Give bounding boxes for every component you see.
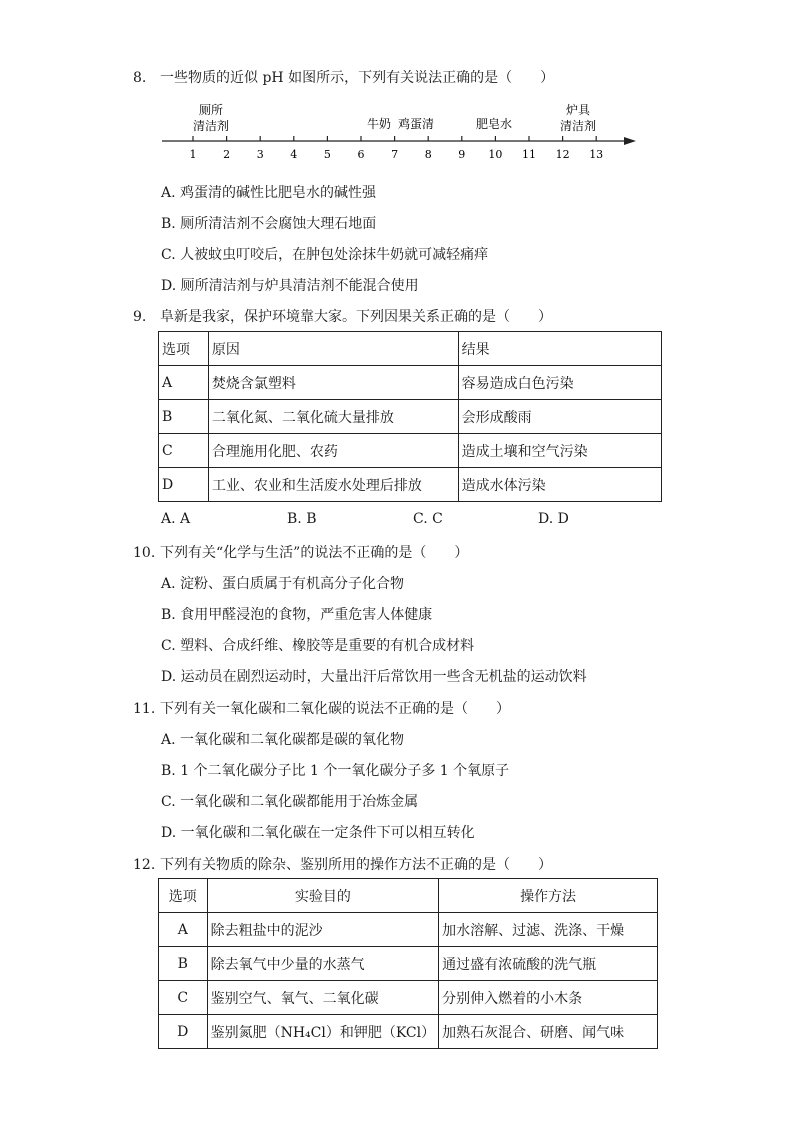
- table-cell: B: [159, 947, 208, 981]
- table-header-cell: 结果: [458, 332, 661, 366]
- question-8-stem: [133, 67, 554, 87]
- ph-tick-label: 12: [555, 148, 570, 161]
- table-row: [159, 1015, 658, 1049]
- table-cell: 加水溶解、过滤、洗涤、干燥: [439, 913, 658, 947]
- table-cell: 二氧化氮、二氧化硫大量排放: [208, 400, 458, 434]
- q10-option-b[interactable]: B. 食用甲醛浸泡的食物，严重危害人体健康: [161, 607, 433, 623]
- table-cell: 鉴别氮肥（NH₄Cl）和钾肥（KCl）: [207, 1015, 439, 1049]
- table-cell: B: [159, 400, 209, 434]
- ph-tick-label: 9: [458, 148, 466, 161]
- ph-tick-label: 7: [391, 148, 399, 161]
- question-text: 下列有关一氧化碳和二氧化碳的说法不正确的是（ ）: [160, 701, 510, 717]
- q8-option-c[interactable]: C. 人被蚊虫叮咬后，在肿包处涂抹牛奶就可减轻痛痒: [161, 247, 489, 263]
- question-text: 阜新是我家，保护环境靠大家。下列因果关系正确的是（ ）: [160, 309, 552, 325]
- table-cell: 通过盛有浓硫酸的洗气瓶: [439, 947, 658, 981]
- q8-option-b[interactable]: B. 厕所清洁剂不会腐蚀大理石地面: [161, 216, 377, 232]
- question-9-stem: [133, 306, 552, 326]
- q9-option-d[interactable]: D. D: [538, 511, 569, 527]
- table-cell: D: [159, 468, 209, 502]
- table-header-row: [159, 879, 658, 913]
- q11-option-a[interactable]: A. 一氧化碳和二氧化碳都是碳的氧化物: [161, 732, 405, 748]
- table-cell: 分别伸入燃着的小木条: [439, 981, 658, 1015]
- table-cell: 鉴别空气、氧气、二氧化碳: [207, 981, 439, 1015]
- q12-table: [158, 878, 658, 1049]
- ph-label-toilet-cleaner-line1: 厕所: [198, 103, 224, 117]
- table-cell: C: [159, 981, 208, 1015]
- ph-tick-label: 8: [424, 148, 432, 161]
- question-10-stem: [133, 542, 468, 562]
- q11-option-d[interactable]: D. 一氧化碳和二氧化碳在一定条件下可以相互转化: [161, 825, 475, 841]
- ph-tick-label: 13: [589, 148, 604, 161]
- table-cell: 焚烧含氯塑料: [208, 366, 458, 400]
- table-cell: 合理施用化肥、农药: [208, 434, 458, 468]
- table-row: [159, 468, 662, 502]
- table-header-cell: 实验目的: [207, 879, 439, 913]
- table-cell: 工业、农业和生活废水处理后排放: [208, 468, 458, 502]
- table-cell: 加熟石灰混合、研磨、闻气味: [439, 1015, 658, 1049]
- ph-ticks: [190, 136, 604, 161]
- q8-option-a[interactable]: A. 鸡蛋清的碱性比肥皂水的碱性强: [161, 185, 377, 201]
- table-header-row: [159, 332, 662, 366]
- ph-tick-label: 6: [357, 148, 365, 161]
- table-cell: 除去氧气中少量的水蒸气: [207, 947, 439, 981]
- question-number: 11.: [133, 701, 156, 717]
- table-cell: 会形成酸雨: [458, 400, 661, 434]
- ph-tick-label: 5: [323, 148, 331, 161]
- table-cell: 除去粗盐中的泥沙: [207, 913, 439, 947]
- ph-label-oven-cleaner-line2: 清洁剂: [559, 119, 597, 133]
- ph-tick-label: 2: [223, 148, 231, 161]
- table-header-cell: 选项: [159, 332, 209, 366]
- table-row: [159, 947, 658, 981]
- q10-option-d[interactable]: D. 运动员在剧烈运动时，大量出汗后常饮用一些含无机盐的运动饮料: [161, 669, 587, 685]
- q9-option-a[interactable]: A. A: [161, 511, 191, 527]
- q9-option-b[interactable]: B. B: [287, 511, 317, 527]
- question-number: 12.: [133, 857, 156, 873]
- q10-option-a[interactable]: A. 淀粉、蛋白质属于有机高分子化合物: [161, 576, 405, 592]
- ph-tick-label: 3: [256, 148, 264, 161]
- ph-tick-label: 10: [488, 148, 503, 161]
- table-cell: 造成水体污染: [458, 468, 661, 502]
- ph-label-egg-white: 鸡蛋清: [397, 117, 435, 131]
- ph-tick-label: 4: [290, 148, 298, 161]
- table-header-cell: 操作方法: [439, 879, 658, 913]
- table-row: [159, 913, 658, 947]
- table-row: [159, 366, 662, 400]
- q8-option-d[interactable]: D. 厕所清洁剂与炉具清洁剂不能混合使用: [161, 278, 419, 294]
- q11-option-b[interactable]: B. 1 个二氧化碳分子比 1 个一氧化碳分子多 1 个氧原子: [161, 763, 510, 779]
- table-cell: D: [159, 1015, 208, 1049]
- q11-option-c[interactable]: C. 一氧化碳和二氧化碳都能用于冶炼金属: [161, 794, 419, 810]
- q9-option-c[interactable]: C. C: [413, 511, 443, 527]
- question-text: 下列有关物质的除杂、鉴别所用的操作方法不正确的是（ ）: [160, 857, 552, 873]
- ph-label-soapy-water: 肥皂水: [475, 117, 513, 131]
- table-header-cell: 选项: [159, 879, 208, 913]
- table-cell: 造成土壤和空气污染: [458, 434, 661, 468]
- ph-axis-arrow: [624, 137, 636, 145]
- table-cell: C: [159, 434, 209, 468]
- question-number: 8.: [133, 70, 147, 86]
- ph-scale-diagram: [158, 96, 638, 166]
- question-12-stem: [133, 854, 552, 874]
- question-text: 一些物质的近似 pH 如图所示，下列有关说法正确的是（ ）: [160, 70, 555, 86]
- table-cell: A: [159, 913, 208, 947]
- table-cell: A: [159, 366, 209, 400]
- ph-tick-label: 1: [189, 148, 197, 161]
- ph-label-toilet-cleaner-line2: 清洁剂: [192, 119, 230, 133]
- q9-table: [158, 331, 662, 502]
- ph-label-oven-cleaner-line1: 炉具: [565, 103, 591, 117]
- ph-tick-label: 11: [522, 148, 536, 161]
- table-row: [159, 400, 662, 434]
- table-row: [159, 981, 658, 1015]
- question-11-stem: [133, 698, 510, 718]
- table-cell: 容易造成白色污染: [458, 366, 661, 400]
- table-header-cell: 原因: [208, 332, 458, 366]
- q10-option-c[interactable]: C. 塑料、合成纤维、橡胶等是重要的有机合成材料: [161, 638, 475, 654]
- ph-label-milk: 牛奶: [366, 117, 392, 131]
- question-number: 10.: [133, 545, 156, 561]
- question-number: 9.: [133, 309, 147, 325]
- table-row: [159, 434, 662, 468]
- question-text: 下列有关“化学与生活”的说法不正确的是（ ）: [160, 545, 469, 561]
